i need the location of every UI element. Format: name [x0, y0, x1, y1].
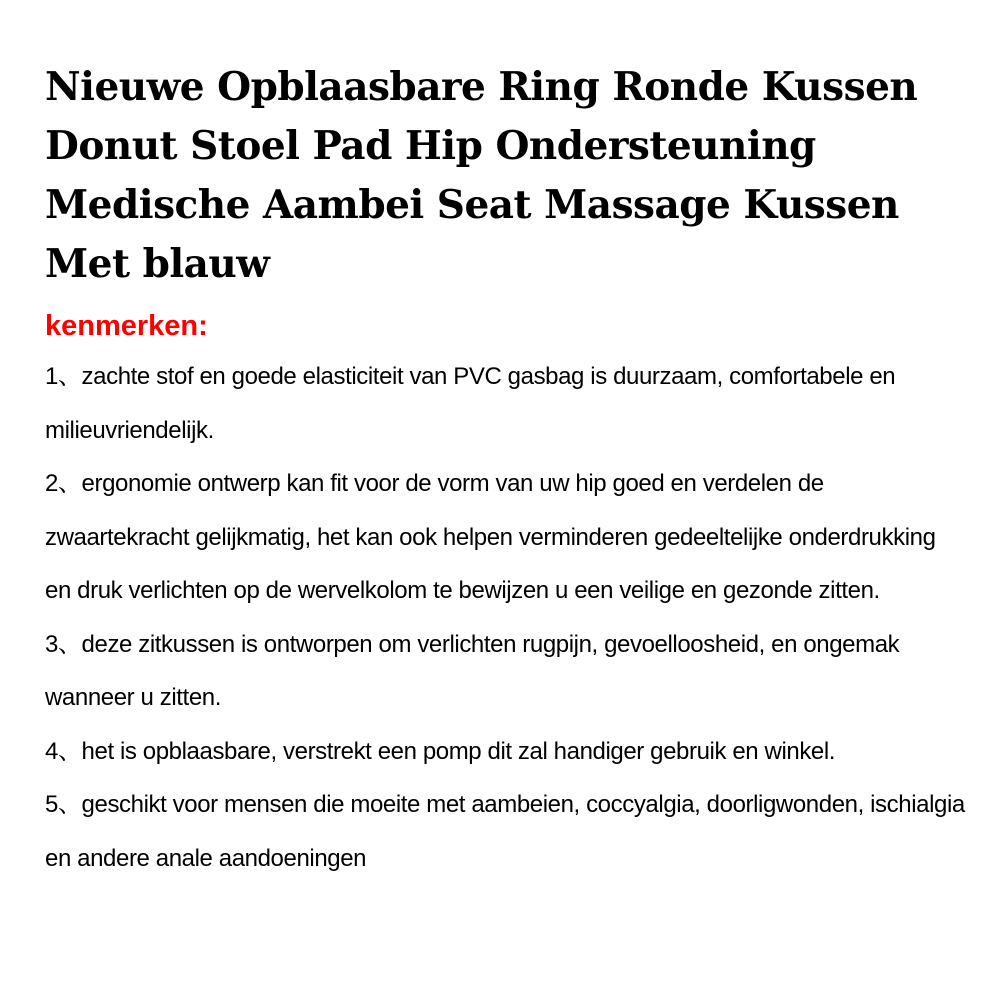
product-title: Nieuwe Opblaasbare Ring Ronde Kussen Donut Stoel Pad Hip Ondersteuning Medische Aambei Seat Massage Kussen Met blauw: [45, 64, 918, 287]
feature-item-3: 3、deze zitkussen is ontworpen om verlichten rugpijn, gevoelloosheid, en ongemak wanneer u zitten.: [45, 630, 900, 711]
features-list: [45, 350, 965, 885]
product-description: [45, 58, 965, 885]
feature-item-1: 1、zachte stof en goede elasticiteit van PVC gasbag is duurzaam, comfortabele en milieuvriendelijk.: [45, 363, 896, 444]
features-heading: kenmerken:: [45, 310, 208, 342]
feature-item-2: 2、ergonomie ontwerp kan fit voor de vorm van uw hip goed en verdelen de zwaartekracht gelijkmatig, het kan ook helpen verminderen gedeeltelijke onderdrukking en druk verlichten op de wervelkolom te bewijzen u een veilige en gezonde zitten.: [45, 470, 936, 604]
feature-item-5: 5、geschikt voor mensen die moeite met aambeien, coccyalgia, doorligwonden, ischialgia en andere anale aandoeningen: [45, 791, 965, 872]
feature-item-4: 4、het is opblaasbare, verstrekt een pomp dit zal handiger gebruik en winkel.: [45, 737, 836, 765]
